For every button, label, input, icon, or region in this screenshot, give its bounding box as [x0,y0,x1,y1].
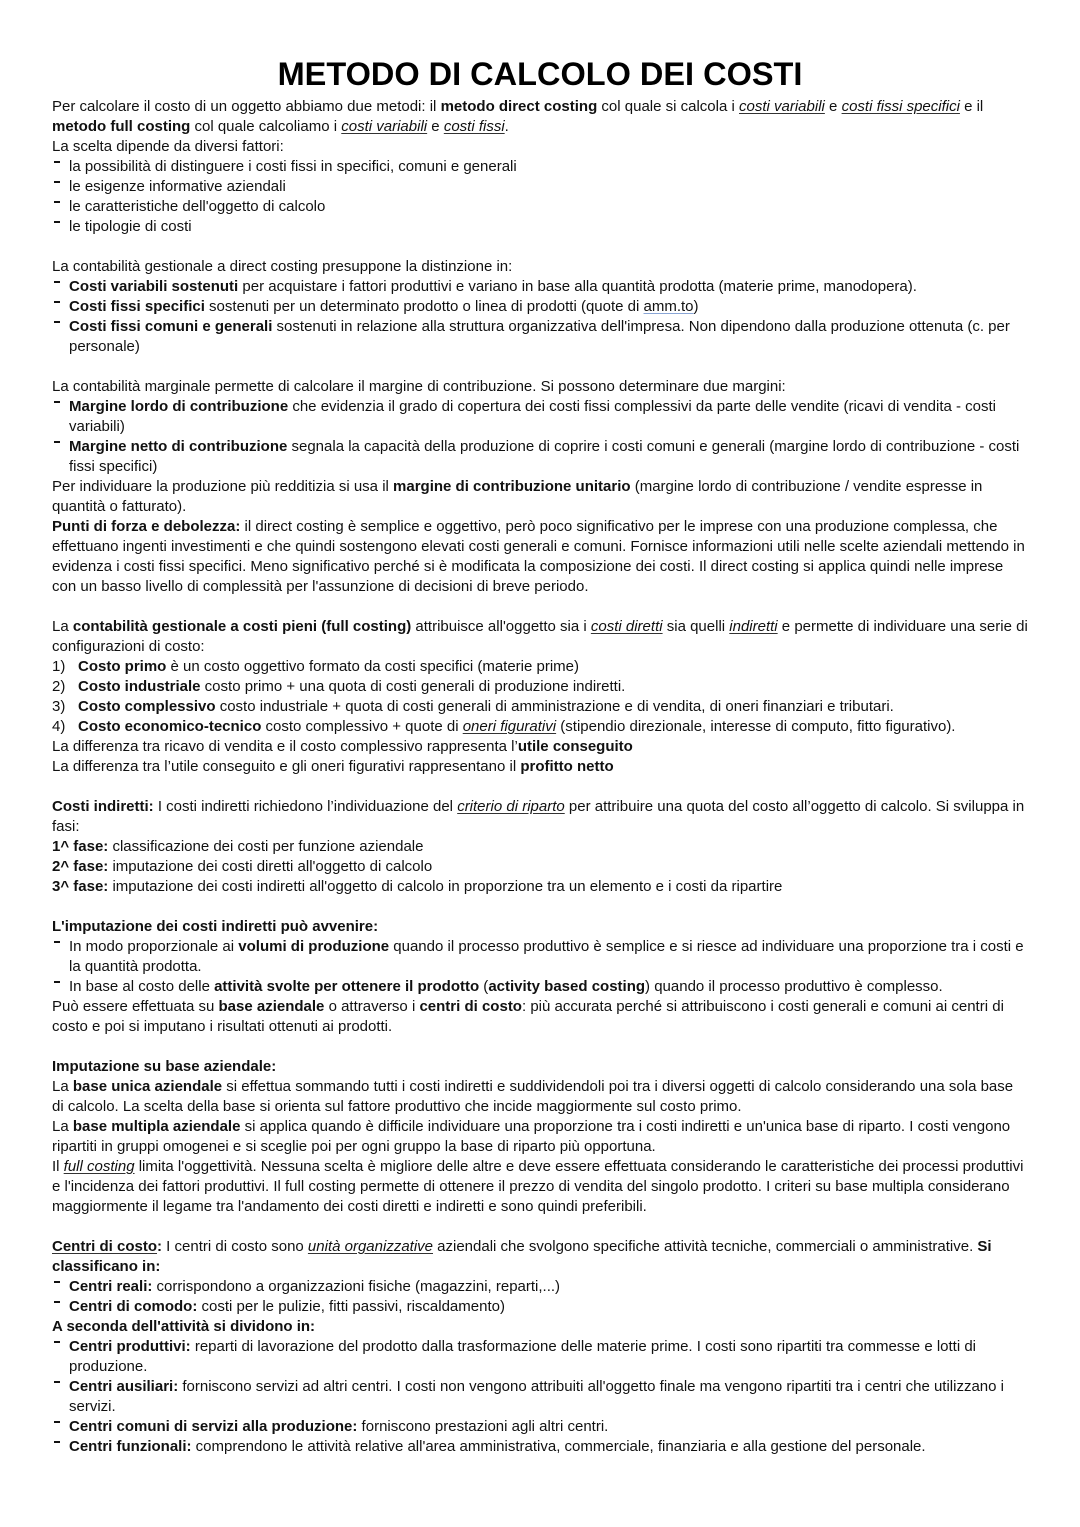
text-run: quando il processo produttivo è semplice e si riesce ad individuare una proporzione tra i costi e la quantità prodotta. [69,938,1024,975]
underlined-term: Centri di costo [52,1238,158,1255]
text-run: Per individuare la produzione più redditizia si usa il [52,478,394,495]
item-number: 1) [52,658,66,675]
text-run: col quale calcoliamo i [190,118,342,135]
bullet-item [52,1417,1028,1437]
text-run: . [504,118,509,135]
bullet-item [52,317,1028,357]
numbered-item [52,657,1028,677]
page-title: METODO DI CALCOLO DEI COSTI [277,56,803,92]
bold-term: L'imputazione dei costi indiretti può avvenire: [52,918,379,935]
text-run: ( [479,978,489,995]
text-run: e [824,98,842,115]
bold-term: 2^ fase: [52,858,109,875]
bullet-item [52,277,1028,297]
bold-term: : [157,1238,163,1255]
paragraph [52,737,1028,757]
bold-term: Margine netto di contribuzione [69,438,288,455]
text-run: La contabilità marginale permette di calcolare il margine di contribuzione. Si possono determinare due margini: [52,378,786,395]
underlined-term: indiretti [729,618,778,635]
underlined-term: costi variabili [341,118,428,135]
paragraph [52,877,1028,897]
bold-term: Punti di forza e debolezza: [52,518,241,535]
text-run: segnala la capacità della produzione di coprire i costi comuni e generali (margine lordo di contribuzione - costi fissi specifici) [69,438,1020,475]
paragraph [52,917,1028,937]
bullet-item [52,157,1028,177]
text-run: e [427,118,444,135]
bullet-item [52,1377,1028,1417]
bold-term: Costo primo [78,658,167,675]
paragraph [52,477,1028,517]
text-run: corrispondono a organizzazioni fisiche (magazzini, reparti,...) [152,1278,561,1295]
text-run: e il [959,98,984,115]
text-run: reparti di lavorazione del prodotto dalla trasformazione delle materie prime. I costi sono ripartiti tra commesse e lotti di produzione. [69,1338,977,1375]
item-number: 2) [52,678,66,695]
text-run: si effettua sommando tutti i costi indiretti e suddividendoli poi tra i diversi oggetti di calcolo considerando una sola base di calcolo. La scelta della base si orienta sul fattore produttivo che incide maggiormente sul costo primo. [52,1078,1014,1115]
bold-term: 3^ fase: [52,878,109,895]
bold-term: contabilità gestionale a costi pieni (full costing) [72,618,412,635]
text-run: costo complessivo + quote di [261,718,463,735]
bullet-item [52,297,1028,317]
bullet-item [52,217,1028,237]
inline-link[interactable]: amm.to [643,298,694,315]
bold-term: utile conseguito [517,738,633,755]
text-run: costo primo + una quota di costi generali di produzione indiretti. [200,678,626,695]
bullet-item [52,397,1028,437]
bold-term: Costi fissi comuni e generali [69,318,273,335]
text-run: ) quando il processo produttivo è complesso. [645,978,943,995]
paragraph [52,617,1028,657]
bold-term: Centri funzionali: [69,1438,192,1455]
underlined-term: criterio di riparto [457,798,565,815]
text-run: col quale si calcola i [597,98,739,115]
bold-term: activity based costing [488,978,646,995]
text-run: la possibilità di distinguere i costi fissi in specifici, comuni e generali [69,158,517,175]
text-run: forniscono servizi ad altri centri. I costi non vengono attribuiti all'oggetto finale ma vengono ripartiti tra i centri che utilizzano i servizi. [69,1378,1004,1415]
text-run: La contabilità gestionale a direct costing presuppone la distinzione in: [52,258,513,275]
bullet-item [52,177,1028,197]
spacer [52,897,1028,917]
text-run: In base al costo delle [69,978,215,995]
bold-term: Costi variabili sostenuti [69,278,239,295]
bold-term: Costo economico-tecnico [78,718,262,735]
text-run: La scelta dipende da diversi fattori: [52,138,284,155]
text-run: limita l'oggettività. Nessuna scelta è migliore delle altre e deve essere effettuata considerando le caratteristiche dei processi produttivi e l'incidenza dei fattori produttivi. Il full costing permette di ottenere il prezzo di vendita del singolo prodotto. I criteri su base multipla considerano maggiormente il legame tra l'andamento dei costi diretti e indiretti e sono quindi preferibili. [52,1158,1024,1215]
bold-term: attività svolte per ottenere il prodotto [214,978,480,995]
text-run: si applica quando è difficile individuare una proporzione tra i costi indiretti e un'unica base di riparto. I costi vengono ripartiti in gruppi omogenei e si sceglie poi per ogni gruppo la base di riparto più opportuna. [52,1118,1011,1155]
spacer [52,777,1028,797]
paragraph [52,1117,1028,1157]
bold-term: Margine lordo di contribuzione [69,398,289,415]
underlined-term: full costing [63,1158,135,1175]
bold-term: Centri di comodo: [69,1298,198,1315]
text-run: o attraverso i [324,998,420,1015]
text-run: le esigenze informative aziendali [69,178,286,195]
text-run: La [52,618,73,635]
paragraph [52,797,1028,837]
document-body [52,97,1028,1457]
text-run: è un costo oggettivo formato da costi specifici (materie prime) [166,658,580,675]
text-run: comprendono le attività relative all'area amministrativa, commerciale, finanziaria e alla gestione del personale. [191,1438,926,1455]
bold-term: margine di contribuzione unitario [393,478,631,495]
text-run: per acquistare i fattori produttivi e variano in base alla quantità prodotta (materie prime, manodopera). [238,278,917,295]
paragraph [52,1057,1028,1077]
text-run: costi per le pulizie, fitti passivi, riscaldamento) [197,1298,505,1315]
spacer [52,597,1028,617]
bold-term: Costo complessivo [78,698,216,715]
text-run: costo industriale + quota di costi generali di amministrazione e di vendita, di oneri finanziari e tributari. [215,698,894,715]
paragraph [52,97,1028,137]
bullet-item [52,1437,1028,1457]
bullet-item [52,1297,1028,1317]
bold-term: Centri produttivi: [69,1338,191,1355]
bold-term: Costi fissi specifici [69,298,205,315]
paragraph [52,137,1028,157]
item-number: 4) [52,718,66,735]
text-run: le tipologie di costi [69,218,192,235]
text-run: sostenuti per un determinato prodotto o linea di prodotti (quote di [204,298,644,315]
text-run: classificazione dei costi per funzione aziendale [108,838,424,855]
bold-term: Costo industriale [78,678,201,695]
text-run: aziendali che svolgono specifiche attività tecniche, commerciali o amministrative. [433,1238,978,1255]
bold-term: Centri reali: [69,1278,153,1295]
text-run: : più accurata perché si attribuiscono i costi generali e comuni ai centri di costo e poi si imputano i risultati ottenuti ai prodotti. [52,998,1004,1035]
paragraph [52,1157,1028,1217]
text-run: per attribuire una quota del costo all’oggetto di calcolo. Si sviluppa in fasi: [52,798,1025,835]
text-run: ) [693,298,699,315]
text-run: sia quelli [662,618,730,635]
text-run: (stipendio direzionale, interesse di computo, fitto figurativo). [556,718,956,735]
spacer [52,1037,1028,1057]
bullet-item [52,1337,1028,1377]
paragraph [52,997,1028,1037]
bullet-item [52,437,1028,477]
bold-term: Si classificano in: [52,1238,992,1275]
bold-term: 1^ fase: [52,838,109,855]
bold-term: Costi indiretti: [52,798,154,815]
bold-term: A seconda dell'attività si dividono in: [52,1318,316,1335]
text-run: I centri di costo sono [162,1238,308,1255]
underlined-term: oneri figurativi [462,718,557,735]
text-run: I costi indiretti richiedono l’individuazione del [153,798,458,815]
paragraph [52,257,1028,277]
paragraph [52,377,1028,397]
paragraph [52,857,1028,877]
bullet-item [52,937,1028,977]
item-number: 3) [52,698,66,715]
underlined-term: costi fissi [443,118,505,135]
underlined-term: costi variabili [739,98,825,115]
text-run: sostenuti in relazione alla struttura organizzativa dell'impresa. Non dipendono dalla produzione ottenuta (c. per personale) [69,318,1010,355]
bold-term: centri di costo [419,998,522,1015]
underlined-term: costi fissi specifici [841,98,960,115]
text-run: (margine lordo di contribuzione / vendite espresse in quantità o fatturato). [52,478,983,515]
bold-term: Centri comuni di servizi alla produzione: [69,1418,358,1435]
spacer [52,357,1028,377]
text-run: che evidenzia il grado di copertura dei costi fissi complessivi da parte delle vendite (ricavi di vendita - costi variabili) [69,398,997,435]
bold-term: metodo full costing [52,118,191,135]
bullet-item [52,197,1028,217]
bold-term: volumi di produzione [238,938,390,955]
text-run: La [52,1078,73,1095]
underlined-term: unità organizzative [307,1238,433,1255]
paragraph [52,757,1028,777]
bold-term: profitto netto [520,758,614,775]
spacer [52,237,1028,257]
text-run: e permette di individuare una serie di configurazioni di costo: [52,618,1028,655]
paragraph [52,837,1028,857]
text-run: imputazione dei costi indiretti all'oggetto di calcolo in proporzione tra un elemento e i costi da ripartire [108,878,783,895]
text-run: le caratteristiche dell'oggetto di calcolo [69,198,326,215]
paragraph [52,1077,1028,1117]
text-run: Per calcolare il costo di un oggetto abbiamo due metodi: il [52,98,441,115]
bold-term: Imputazione su base aziendale: [52,1058,277,1075]
bold-term: base unica aziendale [72,1078,223,1095]
bullet-item [52,1277,1028,1297]
bold-term: base aziendale [218,998,325,1015]
underlined-term: costi diretti [590,618,663,635]
paragraph [52,1237,1028,1277]
paragraph [52,1317,1028,1337]
numbered-item [52,697,1028,717]
text-run: La differenza tra ricavo di vendita e il costo complessivo rappresenta l’ [52,738,518,755]
numbered-item [52,717,1028,737]
bullet-item [52,977,1028,997]
text-run: imputazione dei costi diretti all'oggetto di calcolo [108,858,433,875]
text-run: attribuisce all'oggetto sia i [411,618,591,635]
bold-term: Centri ausiliari: [69,1378,179,1395]
bold-term: base multipla aziendale [72,1118,241,1135]
text-run: il direct costing è semplice e oggettivo, però poco significativo per le imprese con una produzione complessa, che effettuano ingenti investimenti e che quindi sostengono elevati costi generali e comuni. Fornisce informazioni utili nelle scelte aziendali mettendo in evidenza i costi fissi specifici. Meno significativo perché si è modificata la composizione dei costi. Il direct costing si applica quindi nelle imprese con un basso livello di complessità per l'assunzione di decisioni di breve periodo. [52,518,1025,595]
bold-term: metodo direct costing [440,98,598,115]
text-run: La differenza tra l’utile conseguito e gli oneri figurativi rappresentano il [52,758,521,775]
text-run: In modo proporzionale ai [69,938,239,955]
text-run: forniscono prestazioni agli altri centri. [357,1418,609,1435]
text-run: Può essere effettuata su [52,998,219,1015]
text-run: La [52,1118,73,1135]
spacer [52,1217,1028,1237]
numbered-item [52,677,1028,697]
text-run: Il [52,1158,64,1175]
paragraph [52,517,1028,597]
